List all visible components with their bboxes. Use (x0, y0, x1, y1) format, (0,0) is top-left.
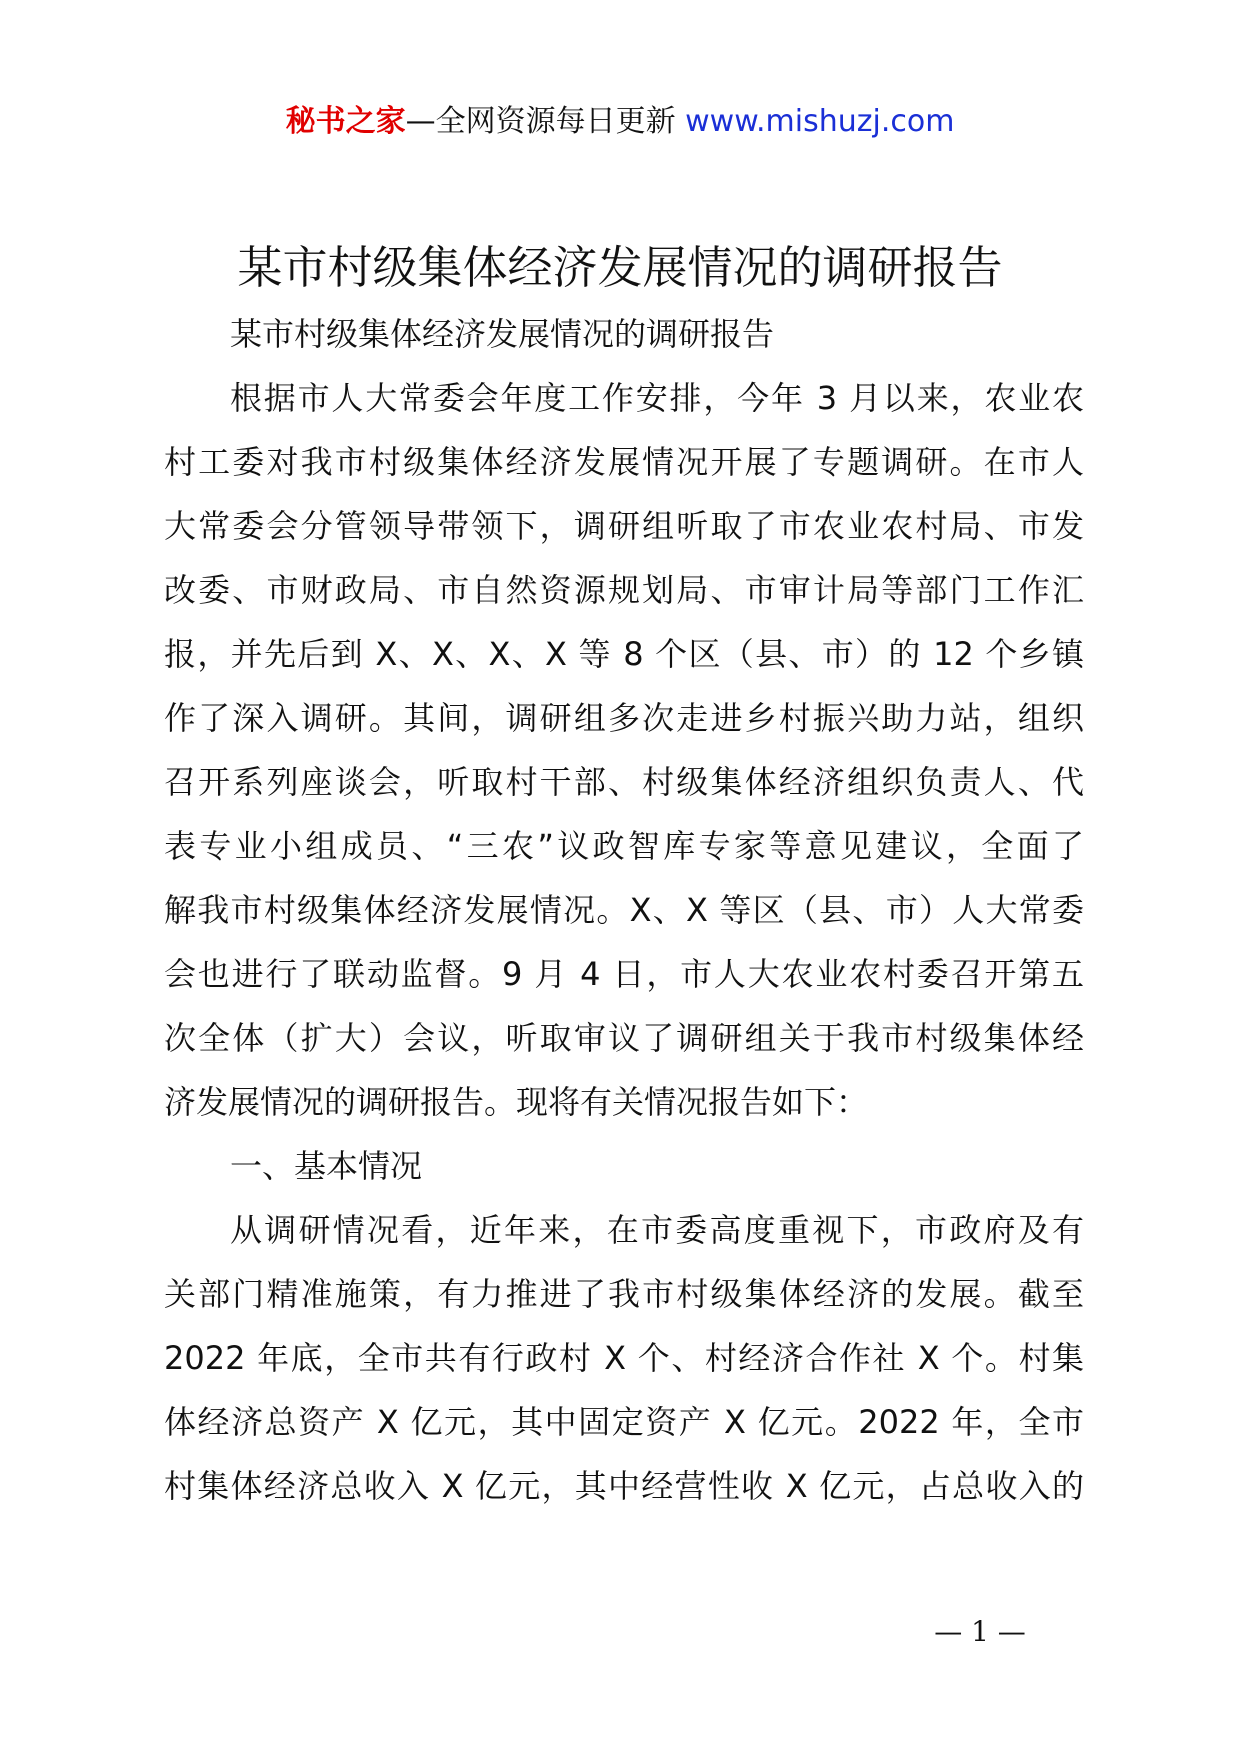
site-url-link[interactable]: www.mishuzj.com (685, 104, 955, 139)
section-heading: 一、基本情况 (230, 1147, 423, 1185)
paragraph-line: 会也进行了联动监督。9 月 4 日，市人大农业农村委召开第五 (164, 955, 1084, 993)
paragraph-line: 作了深入调研。其间，调研组多次走进乡村振兴助力站，组织 (164, 699, 1084, 737)
paragraph-line: 根据市人大常委会年度工作安排，今年 3 月以来，农业农 (230, 379, 1084, 417)
paragraph-line: 报，并先后到 X、X、X、X 等 8 个区（县、市）的 12 个乡镇 (164, 635, 1084, 673)
paragraph-line: 表专业小组成员、“三农”议政智库专家等意见建议，全面了 (164, 827, 1084, 865)
paragraph-line: 济发展情况的调研报告。现将有关情况报告如下： (164, 1083, 869, 1121)
page-number: — 1 — (934, 1615, 1026, 1648)
brand-name: 秘书之家 (285, 104, 406, 139)
paragraph-line: 体经济总资产 X 亿元，其中固定资产 X 亿元。2022 年，全市 (164, 1403, 1084, 1441)
paragraph-line: 次全体（扩大）会议，听取审议了调研组关于我市村级集体经 (164, 1019, 1084, 1057)
header-tagline: —全网资源每日更新 (405, 104, 686, 139)
subtitle-line: 某市村级集体经济发展情况的调研报告 (230, 315, 775, 353)
paragraph-line: 改委、市财政局、市自然资源规划局、市审计局等部门工作汇 (164, 571, 1084, 609)
paragraph-line: 关部门精准施策，有力推进了我市村级集体经济的发展。截至 (164, 1275, 1084, 1313)
paragraph-line: 大常委会分管领导带领下，调研组听取了市农业农村局、市发 (164, 507, 1084, 545)
document-title: 某市村级集体经济发展情况的调研报告 (237, 241, 1003, 294)
paragraph-line: 召开系列座谈会，听取村干部、村级集体经济组织负责人、代 (164, 763, 1084, 801)
paragraph-line: 解我市村级集体经济发展情况。X、X 等区（县、市）人大常委 (164, 891, 1084, 929)
paragraph-line: 村集体经济总收入 X 亿元，其中经营性收 X 亿元，占总收入的 (164, 1467, 1084, 1505)
paragraph-line: 2022 年底，全市共有行政村 X 个、村经济合作社 X 个。村集 (164, 1339, 1084, 1377)
document-body (164, 302, 1084, 1518)
paragraph-line: 从调研情况看，近年来，在市委高度重视下，市政府及有 (230, 1211, 1084, 1249)
site-header (0, 100, 1240, 144)
paragraph-line: 村工委对我市村级集体经济发展情况开展了专题调研。在市人 (164, 443, 1084, 481)
